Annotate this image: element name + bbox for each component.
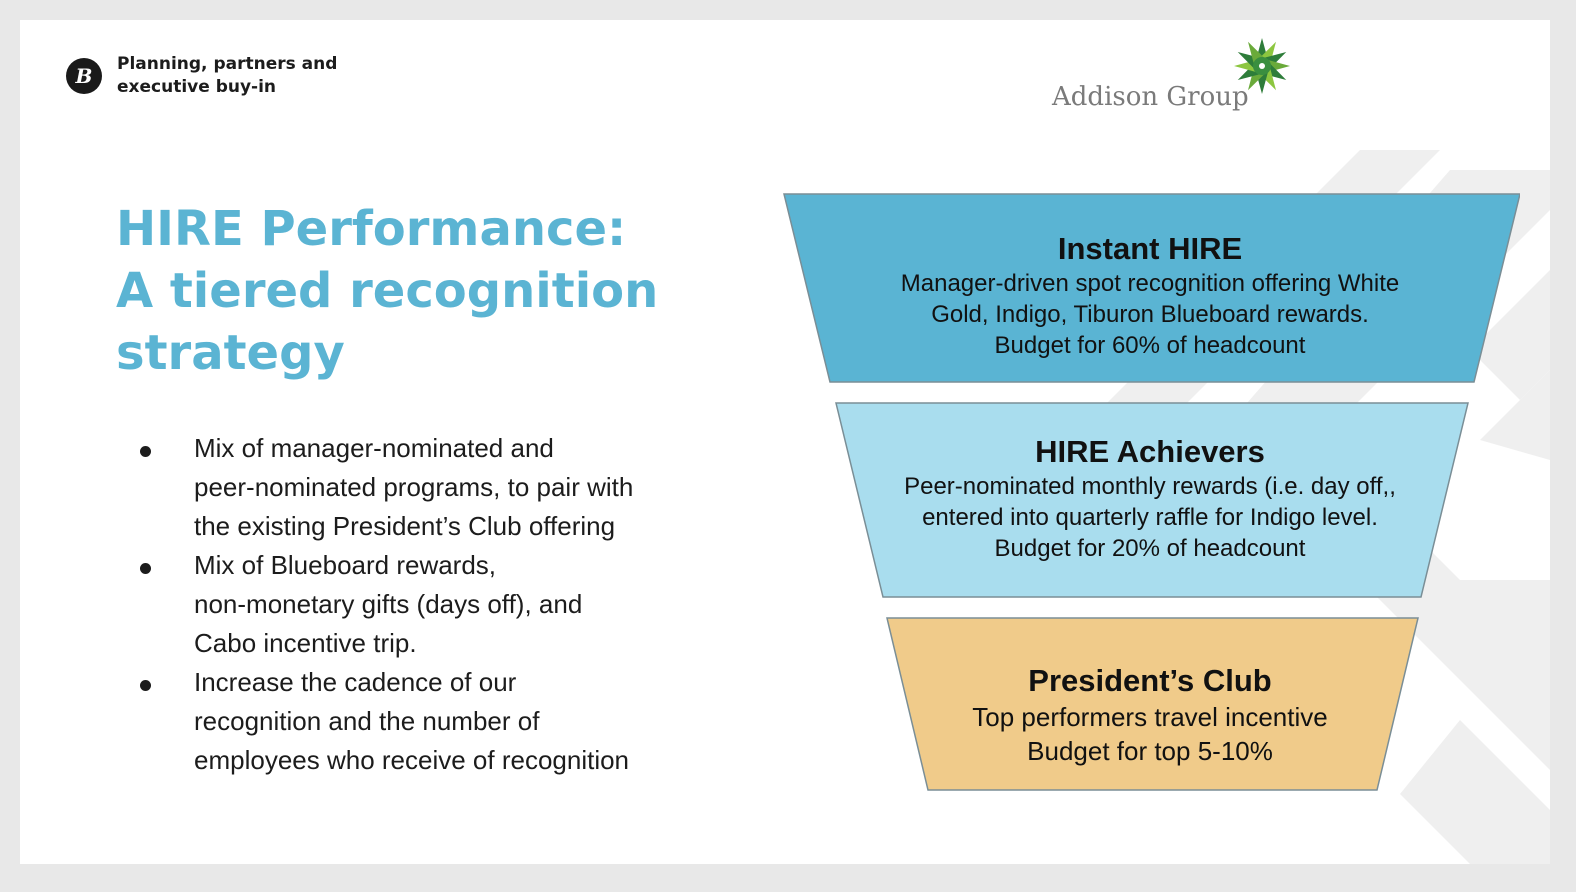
bullet-list [136, 429, 696, 780]
tier-description-line: Gold, Indigo, Tiburon Blueboard rewards. [931, 301, 1369, 328]
tier-instant-hire [780, 230, 1520, 361]
bullet-line: Increase the cadence of our [194, 667, 517, 697]
section-label [117, 53, 417, 99]
tier-description-line: Top performers travel incentive [972, 702, 1328, 732]
tier-description-line: Manager-driven spot recognition offering White [900, 270, 1400, 297]
tier-presidents-club [780, 662, 1520, 768]
section-label-line: Planning, partners and [117, 54, 338, 74]
list-item [136, 546, 696, 663]
title-line: HIRE Performance: [116, 201, 627, 257]
bullet-dot-icon [140, 446, 151, 457]
tier-title: President’s Club [1028, 663, 1272, 698]
brand-logo-icon [66, 58, 102, 94]
bullet-dot-icon [140, 563, 151, 574]
tier-title: HIRE Achievers [1035, 434, 1265, 469]
recognition-funnel [780, 192, 1520, 802]
tier-description-line: Budget for top 5-10% [1027, 736, 1273, 766]
tier-description-line: entered into quarterly raffle for Indigo level. [922, 504, 1378, 531]
bullet-dot-icon [140, 680, 151, 691]
list-item [136, 429, 696, 546]
slide [20, 20, 1550, 864]
bullet-line: the existing President’s Club offering [194, 511, 616, 541]
partner-starburst-icon [1232, 36, 1292, 96]
tier-hire-achievers [780, 433, 1520, 564]
tier-description-line: Peer-nominated monthly rewards (i.e. day off,, [904, 473, 1396, 500]
bullet-line: Mix of Blueboard rewards, [194, 550, 497, 580]
bullet-line: peer-nominated programs, to pair with [194, 472, 634, 502]
tier-description-line: Budget for 20% of headcount [994, 535, 1306, 562]
partner-logo [1052, 36, 1302, 126]
bullet-line: recognition and the number of [194, 706, 540, 736]
tier-description-line: Budget for 60% of headcount [994, 332, 1306, 359]
bullet-line: non-monetary gifts (days off), and [194, 589, 583, 619]
partner-logo-name: Addison Group [1052, 82, 1249, 112]
list-item [136, 663, 696, 780]
page-title [116, 198, 736, 384]
section-label-line: executive buy-in [117, 77, 277, 97]
bullet-line: Mix of manager-nominated and [194, 433, 554, 463]
title-line: A tiered recognition [116, 263, 659, 319]
brand-logo-letter: B [75, 64, 93, 88]
title-line: strategy [116, 325, 345, 381]
tier-title: Instant HIRE [1057, 231, 1243, 266]
bullet-line: employees who receive of recognition [194, 745, 630, 775]
bullet-line: Cabo incentive trip. [194, 628, 417, 658]
